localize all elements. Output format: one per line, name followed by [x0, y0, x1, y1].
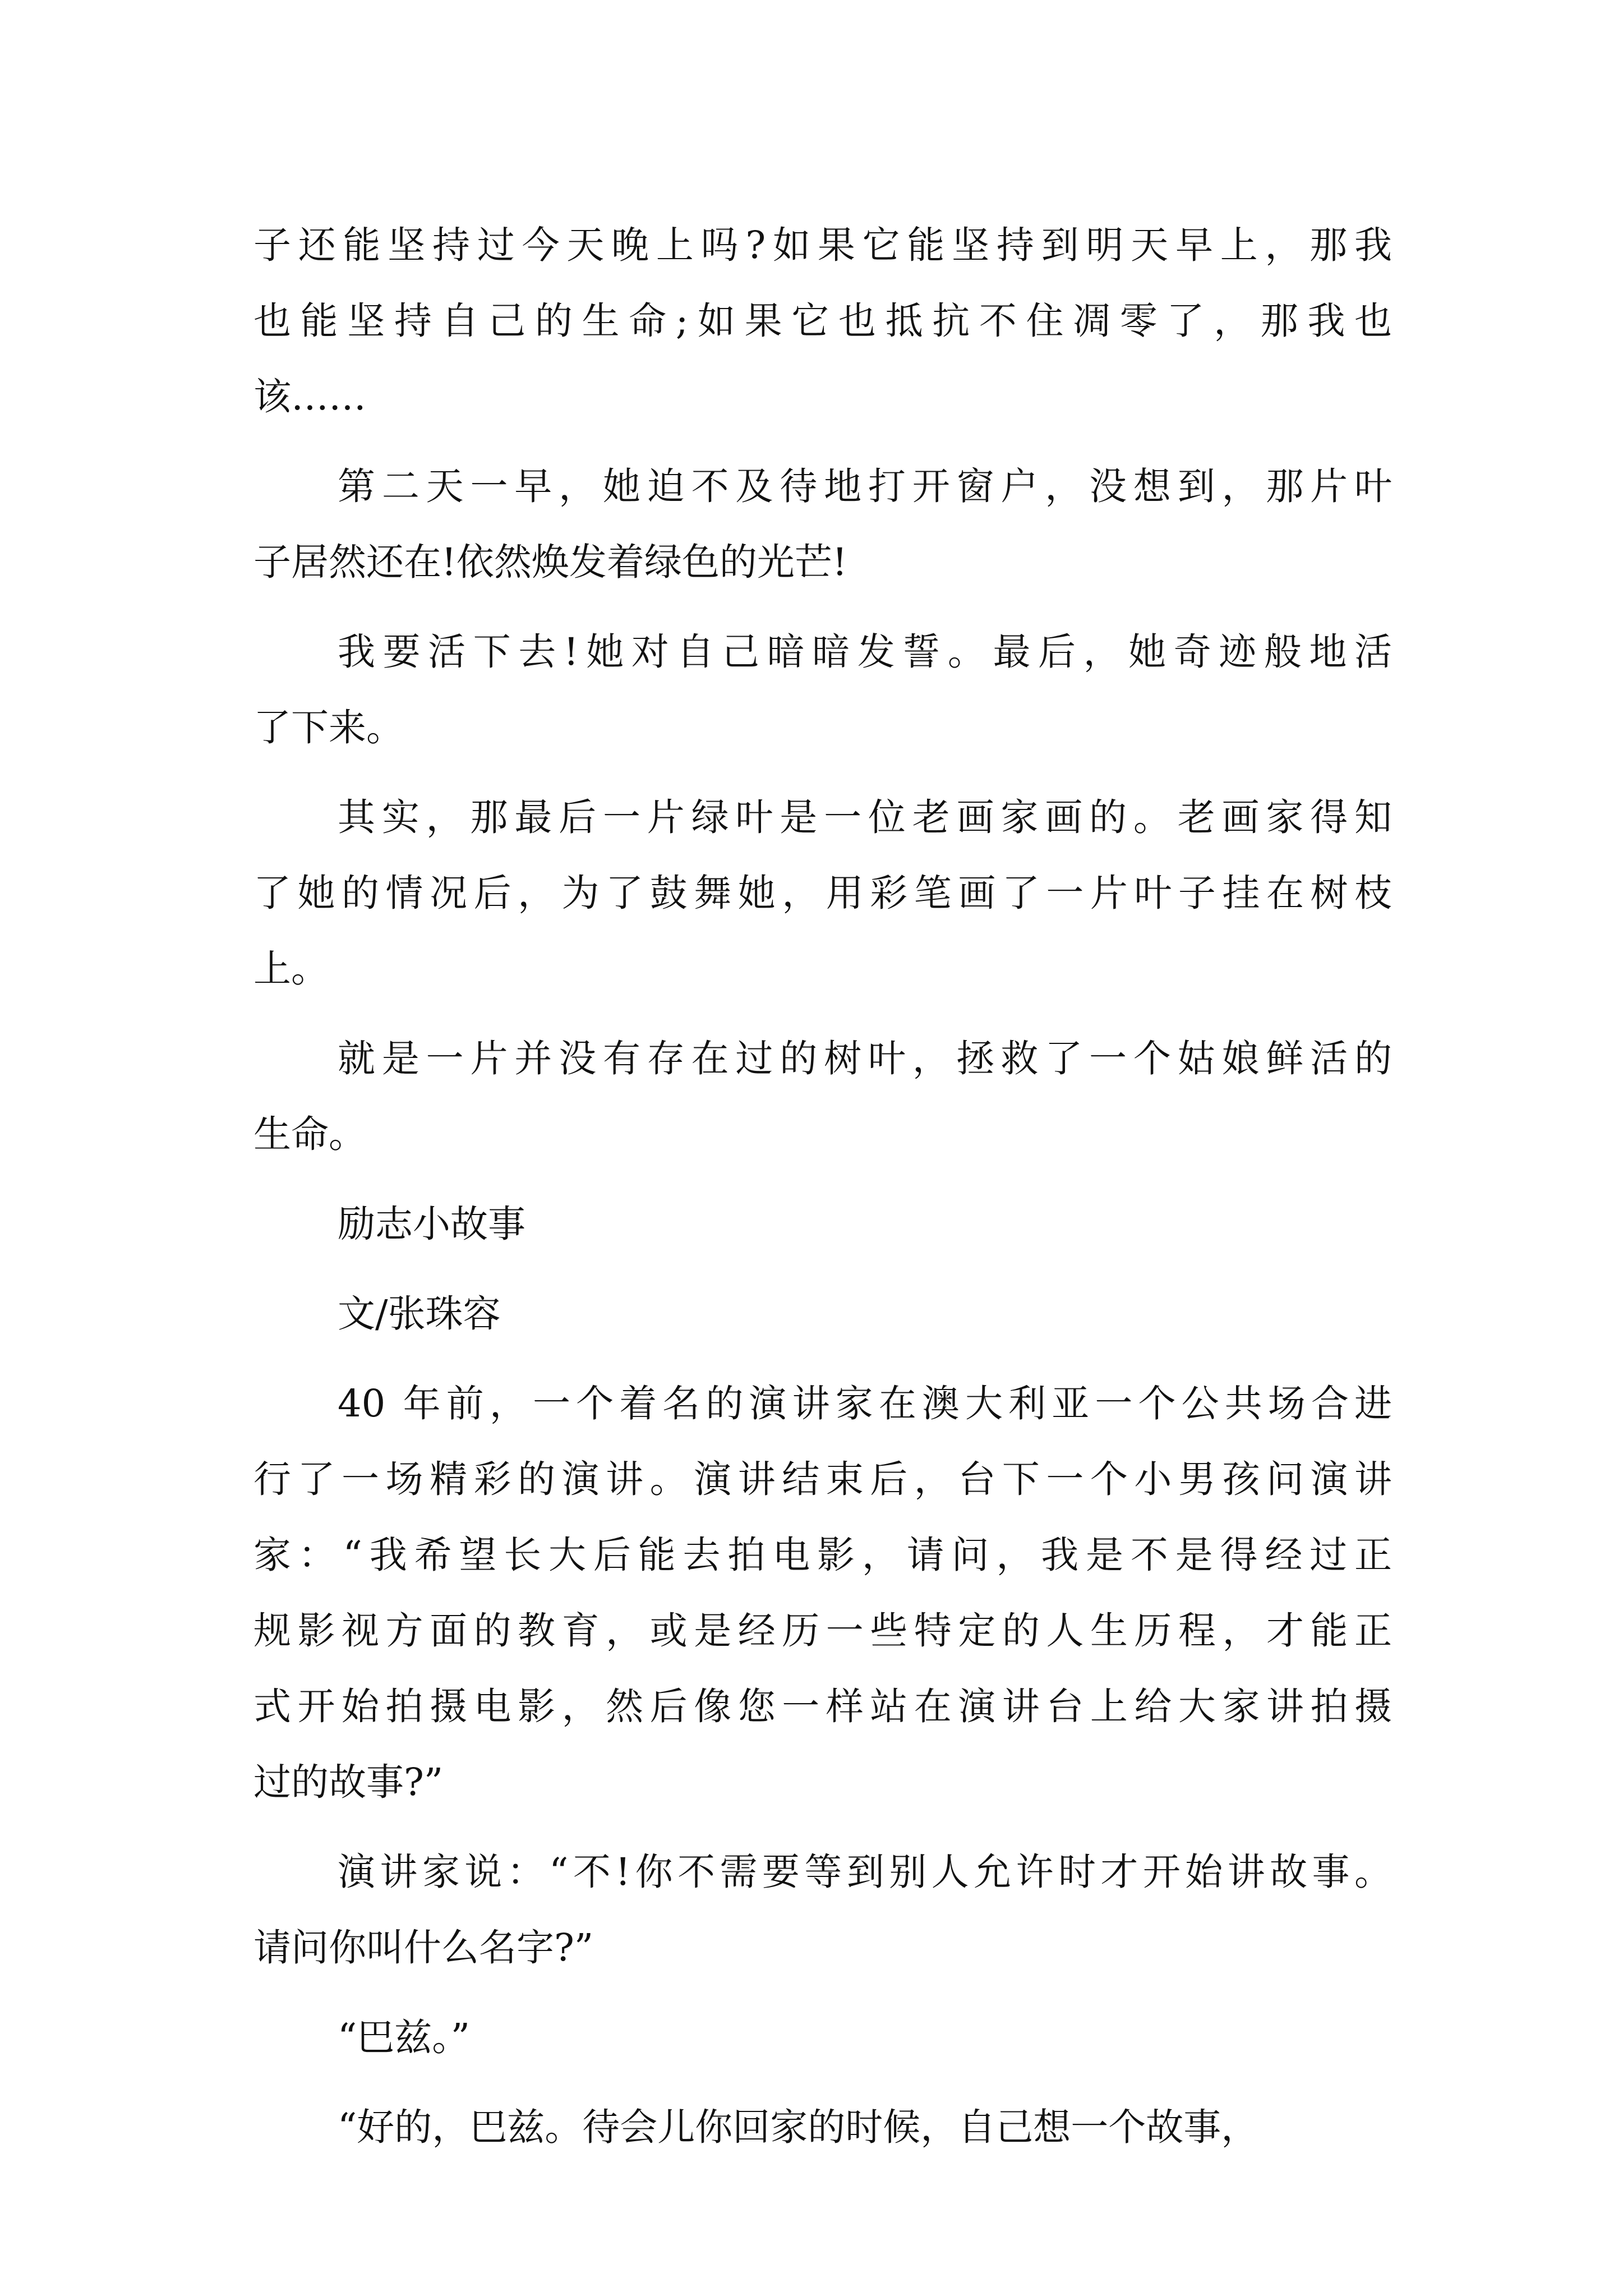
text-line: 了下来。: [253, 706, 404, 749]
text-line: 第二天一早，她迫不及待地打开窗户，没想到，那片叶: [338, 464, 1392, 508]
paragraph: [253, 614, 1392, 766]
text-line: 规影视方面的教育，或是经历一些特定的人生历程，才能正: [253, 1609, 1392, 1653]
text-line: 子还能坚持过今天晚上吗?如果它能坚持到明天早上，那我: [253, 223, 1392, 267]
text-line: 子居然还在!依然焕发着绿色的光芒!: [253, 540, 847, 584]
text-line: “巴兹。”: [338, 2016, 471, 2059]
paragraph: [253, 449, 1392, 600]
text-line: 就是一片并没有存在过的树叶，拯救了一个姑娘鲜活的: [338, 1037, 1392, 1080]
text-line: 式开始拍摄电影，然后像您一样站在演讲台上给大家讲拍摄: [253, 1685, 1392, 1728]
byline: [253, 1276, 1392, 1352]
paragraph: [253, 2000, 1392, 2076]
author-line: 文/张珠容: [338, 1292, 501, 1336]
document-body: [253, 208, 1392, 2165]
paragraph: [253, 1834, 1392, 1986]
text-line: 我要活下去!她对自己暗暗发誓。最后，她奇迹般地活: [338, 630, 1392, 674]
text-line: 也能坚持自己的生命;如果它也抵抗不住凋零了，那我也: [253, 299, 1392, 343]
paragraph: [253, 1021, 1392, 1172]
text-line: 40 年前，一个着名的演讲家在澳大利亚一个公共场合进: [338, 1382, 1392, 1425]
paragraph: [253, 780, 1392, 1007]
text-line: “好的，巴兹。待会儿你回家的时候，自己想一个故事，: [338, 2105, 1259, 2149]
text-line: 了她的情况后，为了鼓舞她，用彩笔画了一片叶子挂在树枝: [253, 871, 1392, 915]
text-line: 请问你叫什么名字?”: [253, 1926, 594, 1970]
paragraph: [253, 2090, 1392, 2165]
text-line: 家：“我希望长大后能去拍电影，请问，我是不是得经过正: [253, 1533, 1392, 1577]
section-title: [253, 1186, 1392, 1262]
text-line: 行了一场精彩的演讲。演讲结束后，台下一个小男孩问演讲: [253, 1457, 1392, 1501]
text-line: 其实，那最后一片绿叶是一位老画家画的。老画家得知: [338, 795, 1392, 839]
text-line: 演讲家说：“不!你不需要等到别人允许时才开始讲故事。: [338, 1850, 1392, 1894]
paragraph: [253, 208, 1392, 435]
text-line: 上。: [253, 947, 329, 991]
story-title: 励志小故事: [338, 1202, 525, 1246]
paragraph: [253, 1366, 1392, 1820]
text-line: 生命。: [253, 1112, 366, 1156]
text-line: 该……: [253, 375, 366, 418]
text-line: 过的故事?”: [253, 1760, 444, 1804]
